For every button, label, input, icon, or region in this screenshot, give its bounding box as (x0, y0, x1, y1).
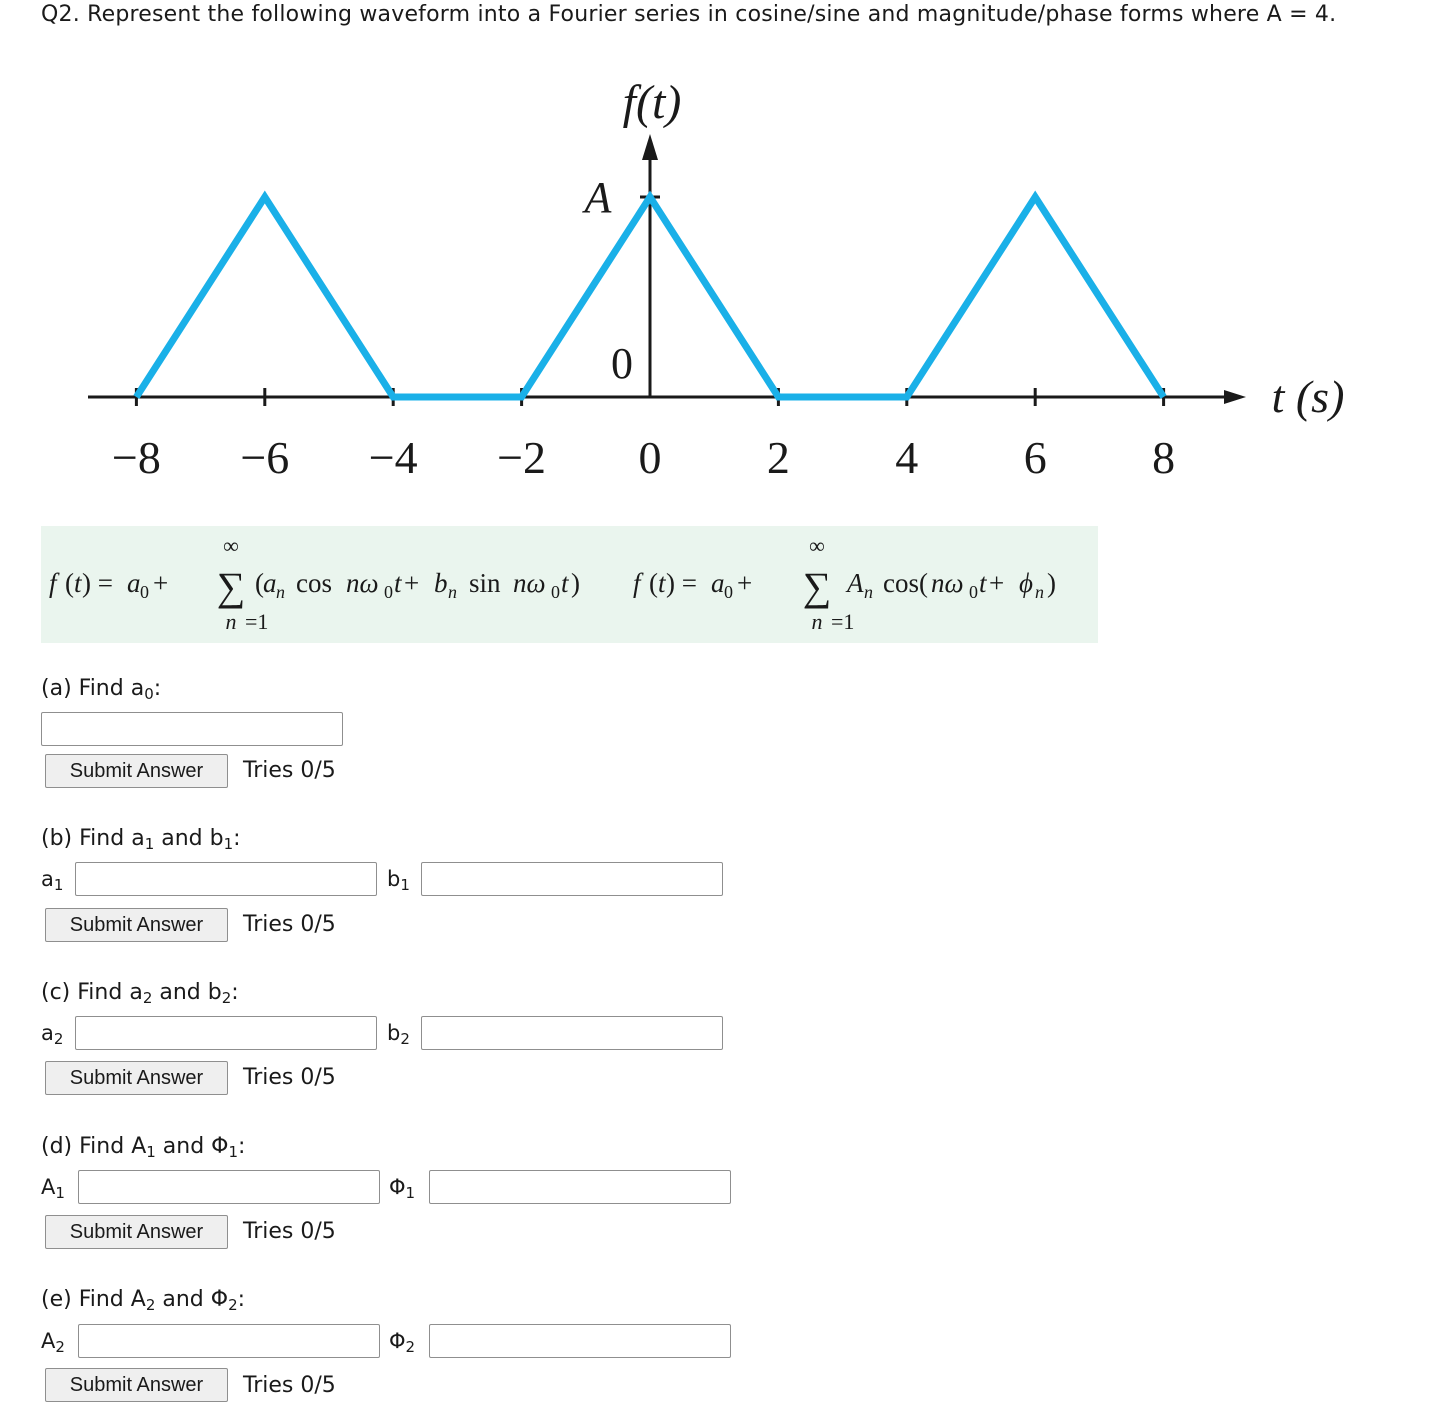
a2-input[interactable] (75, 1016, 377, 1050)
part-b-submit-button[interactable]: Submit Answer (45, 908, 228, 942)
A1-input[interactable] (78, 1170, 380, 1204)
x-tick-label: −2 (497, 432, 547, 483)
part-d-label: (d) Find $A_1$ and $\Phi_1$: (41, 1134, 246, 1161)
svg-text:+: + (153, 568, 169, 598)
part-c-label: (c) Find $a_2$ and $b_2$: (41, 980, 239, 1007)
part-d-submit-button[interactable]: Submit Answer (45, 1215, 228, 1249)
svg-text:f: f (49, 568, 57, 598)
part-a-tries: Tries 0/5 (243, 758, 336, 783)
A1-field-label: $A_1$ (41, 1175, 65, 1202)
svg-text:f: f (633, 568, 641, 598)
b2-field-label: $b_2$ (387, 1021, 410, 1048)
svg-text:t: t (658, 568, 666, 598)
question-text: Q2. Represent the following waveform into a Fourier series in cosine/sine and magnitude/phase forms where A = 4. (41, 2, 1337, 27)
svg-text:0: 0 (140, 582, 149, 602)
svg-text:n: n (448, 582, 457, 602)
svg-text:sin: sin (469, 568, 501, 598)
phi1-input[interactable] (429, 1170, 731, 1204)
x-tick-label: −8 (111, 432, 161, 483)
b2-input[interactable] (421, 1016, 723, 1050)
origin-label: 0 (611, 339, 633, 388)
svg-text:0: 0 (724, 582, 733, 602)
x-tick-label: 8 (1152, 432, 1176, 483)
function-label: f(t) (622, 76, 682, 129)
svg-text:t: t (394, 568, 402, 598)
phi2-field-label: $\Phi_2$ (389, 1329, 416, 1356)
a2-field-label: $a_2$ (41, 1021, 64, 1048)
A2-field-label: $A_2$ (41, 1329, 65, 1356)
svg-text:(: ( (649, 568, 658, 598)
svg-text:∑: ∑ (216, 564, 246, 609)
x-tick-label: −4 (368, 432, 418, 483)
x-tick-label: 0 (638, 432, 662, 483)
phi2-input[interactable] (429, 1324, 731, 1358)
svg-text:n: n (811, 609, 823, 634)
part-d-tries: Tries 0/5 (243, 1219, 336, 1244)
svg-text:): ) (571, 568, 580, 598)
svg-text:∞: ∞ (809, 533, 825, 558)
svg-text:b: b (434, 568, 448, 598)
svg-text:): ) (1047, 568, 1056, 598)
part-b-label: (b) Find $a_1$ and $b_1$: (41, 826, 241, 853)
svg-text:t: t (979, 568, 987, 598)
svg-text:nω: nω (346, 568, 379, 598)
svg-text:0: 0 (551, 582, 560, 602)
phi1-field-label: $\Phi_1$ (389, 1175, 416, 1202)
x-tick-label: 2 (766, 432, 790, 483)
svg-text:n: n (276, 582, 285, 602)
svg-text:cos: cos (296, 568, 332, 598)
part-a-submit-button[interactable]: Submit Answer (45, 754, 228, 788)
equation-render (41, 526, 1098, 643)
part-e-tries: Tries 0/5 (243, 1373, 336, 1398)
a1-field-label: $a_1$ (41, 867, 64, 894)
x-tick-label: 6 (1023, 432, 1047, 483)
svg-text:n: n (1035, 582, 1044, 602)
part-c-tries: Tries 0/5 (243, 1065, 336, 1090)
svg-text:+: + (989, 568, 1005, 598)
svg-text:n: n (225, 609, 237, 634)
svg-text:nω: nω (513, 568, 546, 598)
svg-text:a: a (263, 568, 277, 598)
b1-field-label: $b_1$ (387, 867, 410, 894)
svg-text:+: + (737, 568, 753, 598)
part-e-label: (e) Find $A_2$ and $\Phi_2$: (41, 1287, 246, 1314)
a0-input[interactable] (41, 712, 343, 746)
part-a-label: (a) Find $a_0$: (41, 676, 162, 703)
svg-text:nω: nω (931, 568, 964, 598)
waveform-graph (0, 0, 1453, 500)
svg-text:(: ( (65, 568, 74, 598)
svg-text:a: a (711, 568, 725, 598)
svg-text:t: t (74, 568, 82, 598)
svg-text:) =: ) = (82, 568, 113, 598)
A2-input[interactable] (78, 1324, 380, 1358)
part-b-tries: Tries 0/5 (243, 912, 336, 937)
svg-text:a: a (127, 568, 141, 598)
svg-text:=1: =1 (831, 609, 855, 634)
time-axis-label: t (s) (1271, 371, 1345, 422)
svg-text:cos(: cos( (883, 568, 928, 598)
amplitude-label: A (584, 173, 612, 222)
svg-text:(: ( (255, 568, 264, 598)
svg-text:) =: ) = (666, 568, 697, 598)
amplitude-axis-arrow (642, 134, 658, 160)
part-c-submit-button[interactable]: Submit Answer (45, 1061, 228, 1095)
svg-text:A: A (847, 568, 864, 598)
svg-text:n: n (864, 582, 873, 602)
x-tick-label: −6 (240, 432, 290, 483)
svg-text:ϕ: ϕ (1019, 568, 1033, 598)
part-e-submit-button[interactable]: Submit Answer (45, 1368, 228, 1402)
svg-text:∑: ∑ (802, 564, 832, 609)
time-axis-arrow (1224, 390, 1246, 404)
a1-input[interactable] (75, 862, 377, 896)
x-tick-label: 4 (895, 432, 919, 483)
svg-text:+: + (404, 568, 420, 598)
svg-text:∞: ∞ (223, 533, 239, 558)
b1-input[interactable] (421, 862, 723, 896)
fourier-equations (41, 526, 1098, 643)
svg-text:0: 0 (384, 582, 393, 602)
svg-text:t: t (561, 568, 569, 598)
svg-text:0: 0 (969, 582, 978, 602)
svg-text:=1: =1 (245, 609, 269, 634)
